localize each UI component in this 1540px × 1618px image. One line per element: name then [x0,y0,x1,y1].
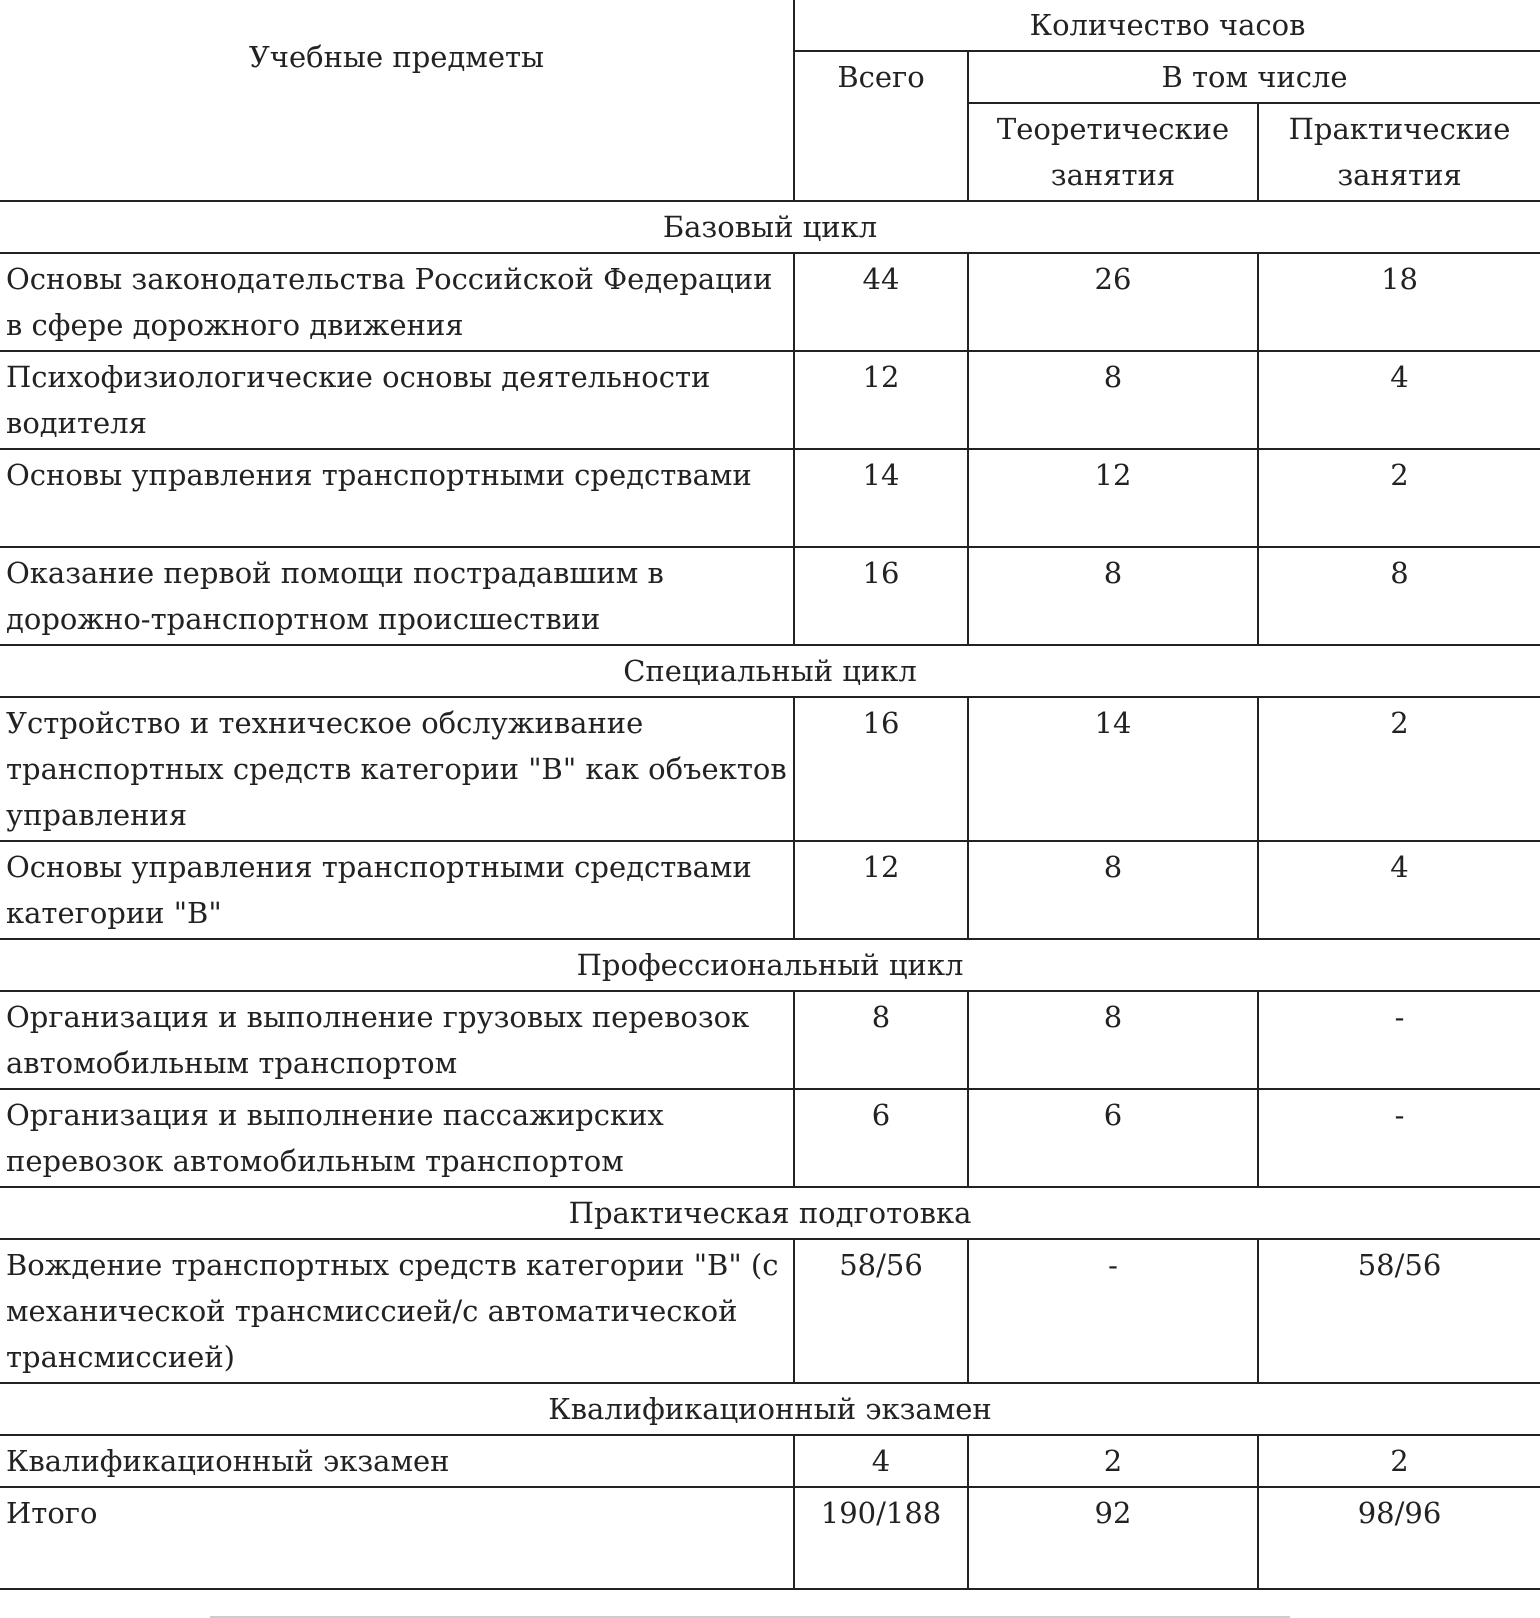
subject-cell: Организация и выполнение пассажирских перевозок автомобильным транспортом [0,1089,794,1187]
practice-cell: 8 [1258,547,1540,645]
practice-cell: - [1258,1089,1540,1187]
practice-cell: 18 [1258,253,1540,351]
total-cell: 12 [794,351,968,449]
theory-cell: 2 [968,1435,1258,1487]
table-row [0,1435,1540,1487]
practice-cell: - [1258,991,1540,1089]
totals-label: Итого [0,1487,794,1589]
table-row [0,991,1540,1089]
practice-cell: 2 [1258,697,1540,841]
totals-theory: 92 [968,1487,1258,1589]
header-practice: Практические занятия [1258,103,1540,201]
table-row [0,841,1540,939]
header-hours: Количество часов [794,0,1540,51]
header-including: В том числе [968,51,1540,103]
table-row [0,253,1540,351]
total-cell: 16 [794,697,968,841]
total-cell: 6 [794,1089,968,1187]
subject-cell: Вождение транспортных средств категории "B" (с механической трансмиссией/с автоматической трансмиссией) [0,1239,794,1383]
theory-cell: 8 [968,841,1258,939]
table-row [0,1089,1540,1187]
section-title: Практическая подготовка [0,1187,1540,1239]
theory-cell: 12 [968,449,1258,547]
section-title: Профессиональный цикл [0,939,1540,991]
total-cell: 8 [794,991,968,1089]
totals-row [0,1487,1540,1589]
table-row [0,351,1540,449]
subject-cell: Основы управления транспортными средствами [0,449,794,547]
practice-cell: 2 [1258,449,1540,547]
subject-cell: Оказание первой помощи пострадавшим в дорожно-транспортном происшествии [0,547,794,645]
practice-cell: 4 [1258,841,1540,939]
table-row [0,449,1540,547]
practice-cell: 58/56 [1258,1239,1540,1383]
subject-cell: Устройство и техническое обслуживание транспортных средств категории "B" как объектов управления [0,697,794,841]
subject-cell: Основы управления транспортными средствами категории "B" [0,841,794,939]
header-subjects: Учебные предметы [0,0,794,201]
subject-cell: Квалификационный экзамен [0,1435,794,1487]
theory-cell: 8 [968,351,1258,449]
total-cell: 58/56 [794,1239,968,1383]
total-cell: 44 [794,253,968,351]
subject-cell: Организация и выполнение грузовых перевозок автомобильным транспортом [0,991,794,1089]
section-title: Базовый цикл [0,201,1540,253]
theory-cell: 26 [968,253,1258,351]
section-title: Специальный цикл [0,645,1540,697]
total-cell: 16 [794,547,968,645]
totals-practice: 98/96 [1258,1487,1540,1589]
header-total: Всего [794,51,968,201]
total-cell: 12 [794,841,968,939]
total-cell: 4 [794,1435,968,1487]
table-row [0,547,1540,645]
theory-cell: 6 [968,1089,1258,1187]
subject-cell: Психофизиологические основы деятельности водителя [0,351,794,449]
table-row [0,1239,1540,1383]
table-row [0,697,1540,841]
total-cell: 14 [794,449,968,547]
theory-cell: 8 [968,991,1258,1089]
theory-cell: 8 [968,547,1258,645]
section-title: Квалификационный экзамен [0,1383,1540,1435]
practice-cell: 4 [1258,351,1540,449]
practice-cell: 2 [1258,1435,1540,1487]
subject-cell: Основы законодательства Российской Федерации в сфере дорожного движения [0,253,794,351]
totals-total: 190/188 [794,1487,968,1589]
theory-cell: 14 [968,697,1258,841]
header-theory: Теоретические занятия [968,103,1258,201]
theory-cell: - [968,1239,1258,1383]
